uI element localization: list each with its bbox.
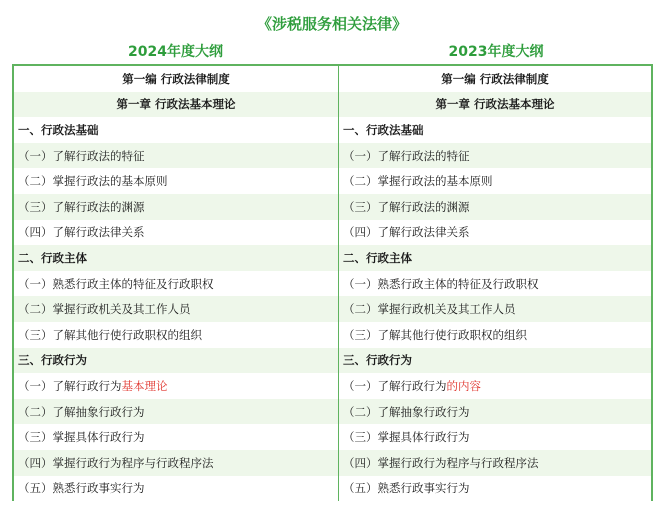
- cell-text: （一）了解行政行为: [18, 378, 122, 393]
- cell-2023: [339, 245, 651, 271]
- cell-text: （三）掌握具体行政行为: [343, 430, 470, 445]
- cell-2024: [14, 348, 339, 374]
- table-row: [14, 296, 651, 322]
- cell-2024: [14, 476, 339, 502]
- cell-text: 三、行政行为: [343, 353, 412, 368]
- cell-2024: [14, 143, 339, 169]
- cell-text: （五）熟悉行政事实行为: [343, 481, 470, 496]
- cell-2023: [339, 271, 651, 297]
- cell-2023: [339, 168, 651, 194]
- table-row: [14, 66, 651, 92]
- cell-text: （一）熟悉行政主体的特征及行政职权: [18, 276, 214, 291]
- cell-2024: [14, 424, 339, 450]
- cell-text: （五）熟悉行政事实行为: [18, 481, 145, 496]
- cell-2023: [339, 348, 651, 374]
- table-row: [14, 322, 651, 348]
- cell-text: 第一章 行政法基本理论: [116, 97, 236, 112]
- cell-text: （三）掌握具体行政行为: [18, 430, 145, 445]
- cell-text: （三）了解行政法的渊源: [343, 199, 470, 214]
- table-row: [14, 450, 651, 476]
- cell-2023: [339, 476, 651, 502]
- cell-2023: [339, 194, 651, 220]
- cell-2023: [339, 143, 651, 169]
- cell-2024: [14, 66, 339, 92]
- table-row: [14, 373, 651, 399]
- cell-2023: [339, 66, 651, 92]
- cell-text: （二）掌握行政法的基本原则: [18, 174, 168, 189]
- cell-text: （二）了解抽象行政行为: [18, 404, 145, 419]
- cell-2024: [14, 399, 339, 425]
- cell-2023: [339, 424, 651, 450]
- cell-2023: [339, 322, 651, 348]
- cell-2024: [14, 271, 339, 297]
- table-row: [14, 143, 651, 169]
- cell-text: 第一章 行政法基本理论: [435, 97, 555, 112]
- cell-text: （四）掌握行政行为程序与行政程序法: [343, 455, 539, 470]
- cell-text: 一、行政法基础: [343, 122, 424, 137]
- cell-2024: [14, 117, 339, 143]
- cell-text: 第一编 行政法律制度: [122, 71, 230, 86]
- cell-text: （四）掌握行政行为程序与行政程序法: [18, 455, 214, 470]
- cell-2023: [339, 296, 651, 322]
- cell-2023: [339, 373, 651, 399]
- cell-text: （二）掌握行政机关及其工作人员: [18, 302, 191, 317]
- cell-text: 三、行政行为: [18, 353, 87, 368]
- cell-text: （二）掌握行政法的基本原则: [343, 174, 493, 189]
- table-row: [14, 168, 651, 194]
- cell-text: （一）了解行政法的特征: [343, 148, 470, 163]
- changed-text: 的内容: [446, 378, 481, 393]
- table-row: [14, 348, 651, 374]
- cell-2024: [14, 92, 339, 118]
- cell-2024: [14, 296, 339, 322]
- changed-text: 基本理论: [121, 378, 168, 393]
- cell-2024: [14, 194, 339, 220]
- cell-2023: [339, 220, 651, 246]
- table-row: [14, 194, 651, 220]
- page-title: 《涉税服务相关法律》: [256, 15, 407, 33]
- cell-2024: [14, 322, 339, 348]
- cell-text: 第一编 行政法律制度: [441, 71, 549, 86]
- cell-text: （四）了解行政法律关系: [343, 225, 470, 240]
- cell-2024: [14, 220, 339, 246]
- cell-text: （一）了解行政行为: [343, 378, 447, 393]
- cell-text: 一、行政法基础: [18, 122, 99, 137]
- cell-2024: [14, 245, 339, 271]
- comparison-table: [12, 64, 653, 501]
- cell-text: （一）熟悉行政主体的特征及行政职权: [343, 276, 539, 291]
- table-row: [14, 220, 651, 246]
- cell-text: （三）了解其他行使行政职权的组织: [343, 327, 527, 342]
- cell-2023: [339, 117, 651, 143]
- cell-2024: [14, 168, 339, 194]
- cell-text: （二）掌握行政机关及其工作人员: [343, 302, 516, 317]
- cell-text: 二、行政主体: [343, 250, 412, 265]
- cell-text: （一）了解行政法的特征: [18, 148, 145, 163]
- cell-2023: [339, 399, 651, 425]
- table-row: [14, 245, 651, 271]
- table-row: [14, 424, 651, 450]
- column-header-2024: 2024年度大纲: [128, 44, 223, 60]
- column-header-2023: 2023年度大纲: [448, 44, 544, 60]
- table-row: [14, 92, 651, 118]
- table-row: [14, 271, 651, 297]
- cell-2024: [14, 373, 339, 399]
- cell-text: （三）了解其他行使行政职权的组织: [18, 327, 202, 342]
- cell-2023: [339, 92, 651, 118]
- cell-2023: [339, 450, 651, 476]
- table-row: [14, 476, 651, 502]
- cell-2024: [14, 450, 339, 476]
- cell-text: （二）了解抽象行政行为: [343, 404, 470, 419]
- cell-text: 二、行政主体: [18, 250, 87, 265]
- table-row: [14, 117, 651, 143]
- cell-text: （三）了解行政法的渊源: [18, 199, 145, 214]
- cell-text: （四）了解行政法律关系: [18, 225, 145, 240]
- table-row: [14, 399, 651, 425]
